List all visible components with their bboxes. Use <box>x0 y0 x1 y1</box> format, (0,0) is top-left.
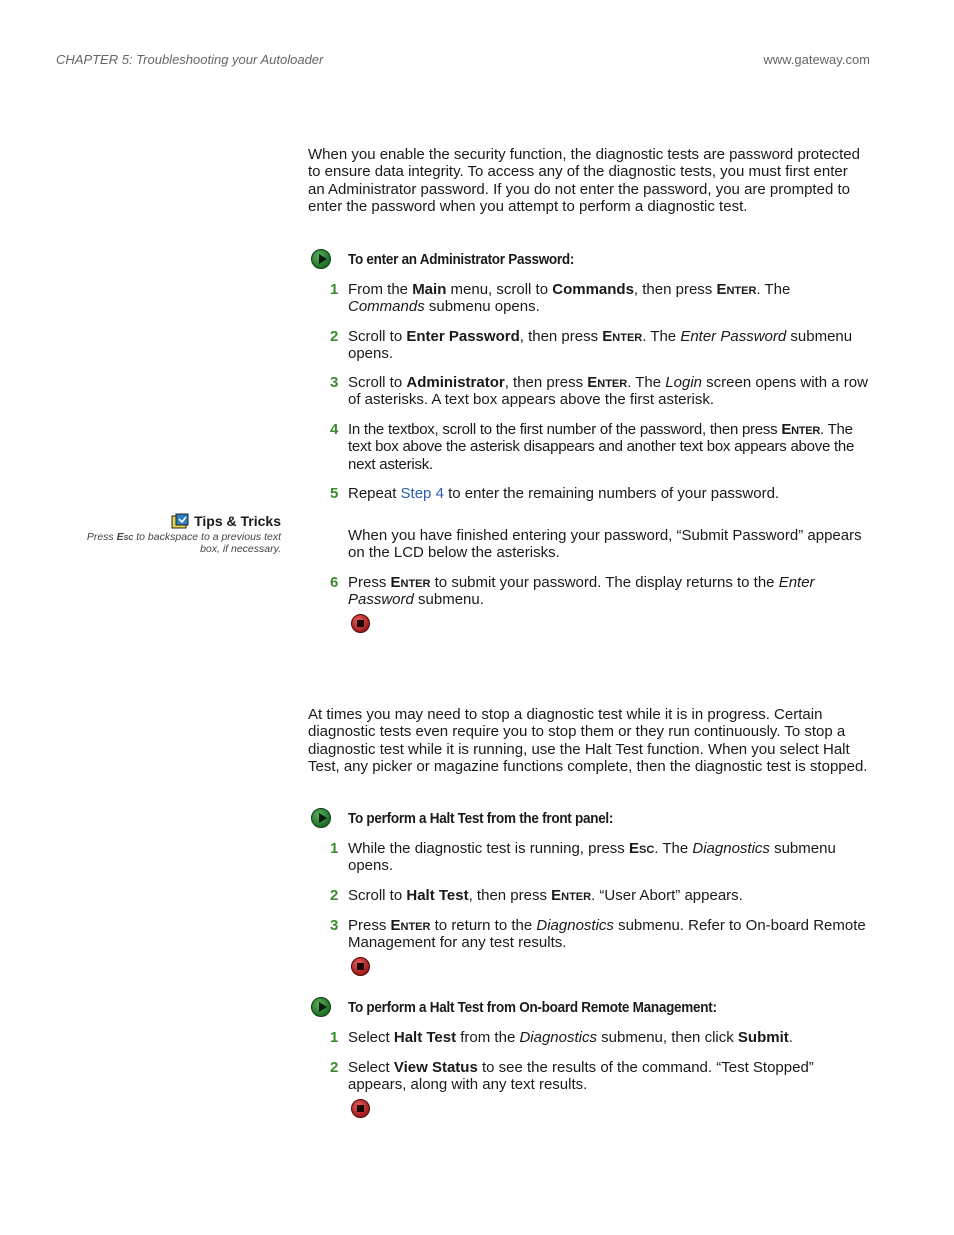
step-text: While the diagnostic test is running, press Esc. The Diagnostics submenu opens. <box>348 840 836 875</box>
step-number: 4 <box>330 421 339 438</box>
tips-and-tricks-title-row <box>171 511 281 530</box>
step-2 <box>330 1059 870 1094</box>
step-4 <box>330 421 870 473</box>
procedure-go-icon <box>311 808 331 828</box>
step-text: Press Enter to submit your password. The display returns to the Enter Password submenu. <box>348 574 815 609</box>
procedure-heading-admin-password <box>311 249 599 269</box>
step-number: 2 <box>330 1059 339 1076</box>
tips-and-tricks-icon <box>171 513 189 529</box>
step-text: Scroll to Administrator, then press Enter. The Login screen opens with a row of asterisks. A text box appears above the first asterisk. <box>348 374 868 409</box>
tips-title: Tips & Tricks <box>194 513 281 529</box>
site-url[interactable]: www.gateway.com <box>763 52 870 67</box>
key-enter: Enter <box>551 887 592 904</box>
key-enter: Enter <box>602 328 643 345</box>
tips-text: Press Esc to backspace to a previous text box, if necessary. <box>86 531 281 555</box>
step-text: In the textbox, scroll to the first number of the password, then press Enter. The text box above the asterisk disappears and another text box appears above the next asterisk. <box>348 421 855 473</box>
step-number: 1 <box>330 840 339 857</box>
step-5-note: When you have finished entering your password, “Submit Password” appears on the LCD below the asterisks. <box>348 527 862 562</box>
step-number: 5 <box>330 485 339 502</box>
step-text: Select Halt Test from the Diagnostics submenu, then click Submit. <box>348 1029 793 1046</box>
step-4-link[interactable]: Step 4 <box>400 485 444 502</box>
halt-test-intro-paragraph: At times you may need to stop a diagnostic test while it is in progress. Certain diagnostic tests even require you to stop them or they run continuously. To stop a diagnostic test while it is running, use the Halt Test function. When you select Halt Test, any picker or magazine functions complete, then the diagnostic test is stopped. <box>308 706 868 775</box>
procedure-title: To perform a Halt Test from the front panel: <box>348 809 614 827</box>
step-5 <box>330 485 870 502</box>
procedure-title: To perform a Halt Test from On-board Remote Management: <box>348 998 717 1016</box>
chapter-header: CHAPTER 5: Troubleshooting your Autoloader <box>56 52 324 67</box>
step-number: 3 <box>330 917 339 934</box>
step-text: Repeat Step 4 to enter the remaining numbers of your password. <box>348 485 780 502</box>
step-number: 1 <box>330 281 339 298</box>
step-1 <box>330 840 870 875</box>
procedure-stop-icon <box>351 957 370 976</box>
step-text: Scroll to Halt Test, then press Enter. “User Abort” appears. <box>348 887 743 904</box>
security-intro-paragraph: When you enable the security function, the diagnostic tests are password protected to ensure data integrity. To access any of the diagnostic tests, you must first enter an Administrator password. If you do not enter the password, you are prompted to enter the password when you attempt to perform a diagnostic test. <box>308 146 860 215</box>
procedure-stop-icon <box>351 1099 370 1118</box>
key-enter: Enter <box>716 281 757 298</box>
key-enter: Enter <box>587 374 628 391</box>
procedure-heading-front-panel <box>311 808 643 828</box>
key-enter: Enter <box>390 917 431 934</box>
key-esc: Esc <box>116 531 134 543</box>
key-enter: Enter <box>390 574 431 591</box>
step-text: Select View Status to see the results of the command. “Test Stopped” appears, along with any text results. <box>348 1059 814 1094</box>
procedure-go-icon <box>311 249 331 269</box>
step-3 <box>330 917 870 952</box>
step-text: Press Enter to return to the Diagnostics submenu. Refer to On-board Remote Management for any test results. <box>348 917 866 952</box>
step-1 <box>330 281 870 316</box>
key-enter: Enter <box>781 421 821 438</box>
step-text: Scroll to Enter Password, then press Enter. The Enter Password submenu opens. <box>348 328 853 363</box>
step-3 <box>330 374 870 409</box>
step-number: 2 <box>330 328 339 345</box>
key-esc: Esc <box>628 840 655 857</box>
step-2 <box>330 887 870 904</box>
procedure-go-icon <box>311 997 331 1017</box>
procedure-stop-icon <box>351 614 370 633</box>
step-number: 2 <box>330 887 339 904</box>
step-6 <box>330 574 870 609</box>
procedure-heading-remote-management <box>311 997 758 1017</box>
step-number: 6 <box>330 574 339 591</box>
step-1 <box>330 1029 870 1046</box>
procedure-title: To enter an Administrator Password: <box>348 250 575 268</box>
step-text: From the Main menu, scroll to Commands, then press Enter. The Commands submenu opens. <box>348 281 791 316</box>
step-2 <box>330 328 870 363</box>
step-number: 1 <box>330 1029 339 1046</box>
step-number: 3 <box>330 374 339 391</box>
